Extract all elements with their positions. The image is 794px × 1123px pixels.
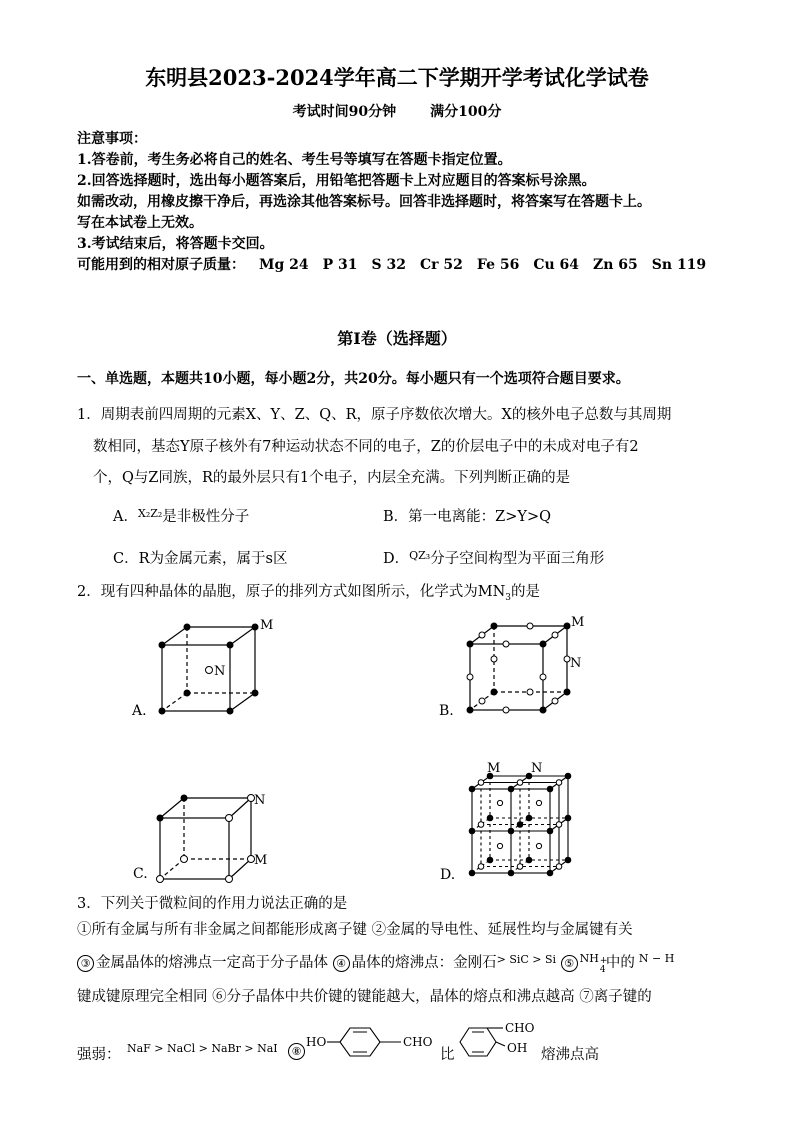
notes-line-4: 写在本试卷上无效。 [77, 215, 203, 231]
q3-item-4-number: ④ [333, 955, 350, 972]
q1-line-3: 个，Q与Z同族，R的最外层只有1个电子，内层全充满。下列判断正确的是 [93, 470, 571, 486]
crystal-b-diagram [437, 612, 597, 727]
q3-item-7-label: 强弱： [77, 1047, 121, 1063]
q1-line-2: 数相同，基态Y原子核外有7种运动状态不同的电子，Z的价层电子中的未成对电子有2 [93, 439, 639, 455]
q3-line-2 [77, 951, 675, 975]
exam-subtitle [0, 101, 794, 121]
q3-stem: 3．下列关于微粒间的作用力说法正确的是 [77, 896, 348, 912]
notes-line-5: 3.考试结束后，将答题卡交回。 [77, 236, 274, 252]
mass-cu: Cu 64 [533, 257, 580, 273]
q2-stem-subscript: 3 [505, 592, 511, 603]
q3-item-4-formula: > SiC > Si [496, 953, 557, 966]
q3-item-5-number: ⑤ [561, 955, 578, 972]
mass-sn: Sn 119 [651, 257, 707, 273]
exam-score: 满分100分 [430, 104, 502, 120]
molecule-4-hydroxybenzaldehyde [305, 1020, 440, 1065]
crystal-b-label-n: N [570, 656, 582, 671]
mass-s: S 32 [371, 257, 407, 273]
molecule-2-oh: OH [507, 1041, 528, 1055]
q3-item-5-sup: + [599, 956, 608, 966]
q1-option-c: C．R为金属元素，属于s区 [113, 551, 288, 567]
q1-option-a-label: A． [113, 509, 138, 525]
crystal-a-label-n: N [214, 664, 226, 679]
crystal-c-label-n: N [254, 793, 266, 808]
q3-line-3: 键成键原理完全相同 ⑥分子晶体中共价键的键能越大，晶体的熔点和沸点越高 ⑦离子键的 [77, 989, 652, 1005]
q1-option-d [383, 547, 604, 568]
molecule-2-hydroxybenzaldehyde [455, 1018, 545, 1068]
notes-line-3: 如需改动，用橡皮擦干净后，再选涂其他答案标号。回答非选择题时，将答案写在答题卡上。 [77, 194, 651, 210]
crystal-b-option-label: B. [439, 703, 454, 719]
part-heading: 一、单选题，本题共10小题，每小题2分，共20分。每小题只有一个选项符合题目要求。 [77, 371, 630, 387]
crystal-d-option-label: D. [440, 867, 456, 883]
atomic-masses [77, 254, 720, 274]
crystal-b-label-m: M [571, 615, 585, 630]
q2-stem-text: 2．现有四种晶体的晶胞，原子的排列方式如图所示，化学式为MN [77, 584, 506, 600]
q3-item-4-text: 晶体的熔沸点：金刚石 [351, 955, 497, 971]
mass-mg: Mg 24 [259, 257, 309, 273]
crystal-a-option-label: A. [132, 703, 147, 719]
q1-option-b: B．第一电离能：Z>Y>Q [383, 509, 551, 525]
mass-cr: Cr 52 [420, 257, 463, 273]
crystal-c-option-label: C. [133, 866, 148, 882]
q2-stem-end: 的是 [511, 584, 540, 600]
q1-option-a-text: 是非极性分子 [162, 509, 250, 525]
q3-item-3-number: ③ [77, 955, 94, 972]
q3-item-5-formula-base: NH [579, 952, 599, 965]
q1-option-a-formula: X₂Z₂ [137, 507, 163, 520]
molecule-1-cho: CHO [403, 1035, 433, 1049]
q3-item-5-sub: 4 [599, 965, 606, 975]
mass-zn: Zn 65 [593, 257, 638, 273]
crystal-a-label-m: M [260, 618, 274, 633]
q1-option-a [113, 505, 249, 526]
notes-line-2: 2.回答选择题时，选出每小题答案后，用铅笔把答题卡上对应题目的答案标号涂黑。 [77, 173, 596, 189]
compare-word: 比 [440, 1047, 455, 1063]
exam-title: 东明县2023-2024学年高二下学期开学考试化学试卷 [145, 65, 649, 90]
exam-time: 考试时间90分钟 [292, 104, 397, 120]
section-title: 第Ⅰ卷（选择题） [337, 329, 457, 348]
q3-line-1: ①所有金属与所有非金属之间都能形成离子键 ②金属的导电性、延展性均与金属键有关 [77, 922, 633, 938]
q1-option-d-text: 分子空间构型为平面三角形 [430, 551, 605, 567]
q3-item-8-number: ⑧ [288, 1043, 305, 1060]
crystal-d-label-m: M [487, 761, 501, 776]
crystal-a-diagram [130, 615, 280, 725]
q1-option-d-label: D． [383, 551, 410, 567]
q1-option-d-formula: QZ₃ [409, 549, 431, 562]
q3-item-3-text: 金属晶体的熔沸点一定高于分子晶体 [96, 955, 328, 971]
q3-item-5-text: 中的 [605, 955, 635, 971]
molecule-2-cho: CHO [505, 1021, 535, 1035]
notes-line-1: 1.答卷前，考生务必将自己的姓名、考生号等填写在答题卡指定位置。 [77, 152, 512, 168]
q1-line-1: 1．周期表前四周期的元素X、Y、Z、Q、R，原子序数依次增大。X的核外电子总数与其周期 [77, 407, 672, 423]
q2-stem [77, 580, 540, 603]
mass-fe: Fe 56 [476, 257, 520, 273]
q3-item-5-bond: N − H [638, 952, 675, 965]
molecule-1-ho: HO [306, 1035, 327, 1049]
crystal-d-diagram [437, 758, 587, 888]
q3-item-8-text: 熔沸点高 [541, 1047, 599, 1063]
crystal-c-label-m: M [254, 853, 268, 868]
mass-p: P 31 [322, 257, 358, 273]
q3-item-7-formula: NaF > NaCl > NaBr > NaI [127, 1042, 278, 1055]
notes-heading: 注意事项： [77, 131, 147, 147]
q3-item-5-formula [579, 952, 608, 975]
crystal-d-label-n: N [531, 761, 543, 776]
atomic-masses-label: 可能用到的相对原子质量： [77, 257, 245, 273]
crystal-c-diagram [130, 788, 280, 888]
